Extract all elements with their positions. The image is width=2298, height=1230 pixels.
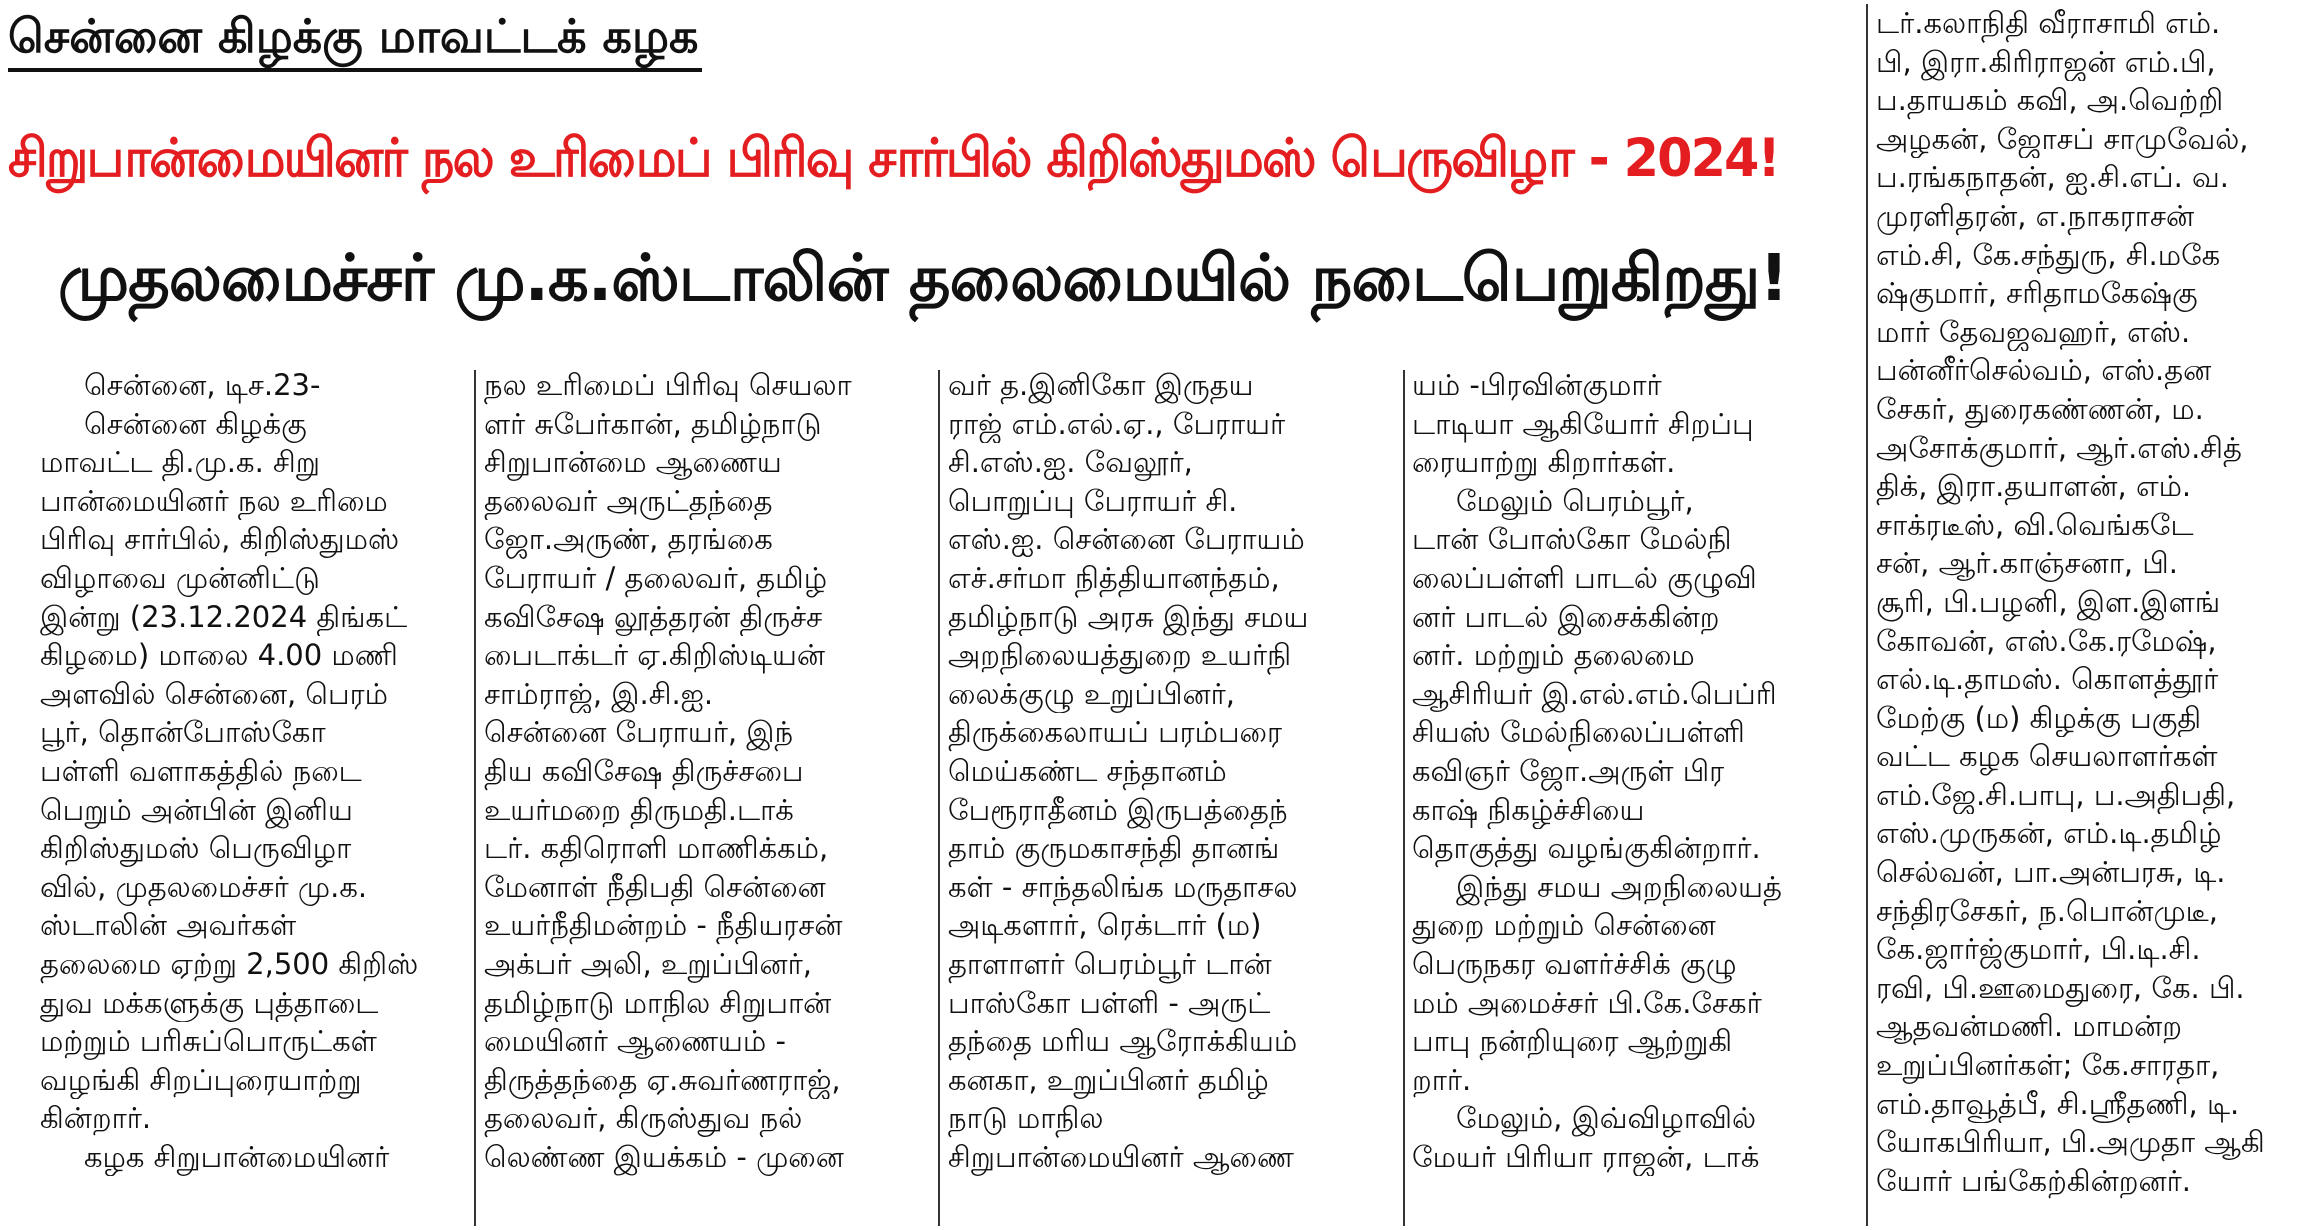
column-divider <box>1866 4 1868 1226</box>
article-line: காஷ் நிகழ்ச்சியை <box>1412 792 1645 827</box>
article-line: ப.ரங்கநாதன், ஐ.சி.எப். வ. <box>1876 160 2229 195</box>
article-line: பாபு நன்றியுரை ஆற்றுகி <box>1412 1024 1733 1059</box>
article-column-1 <box>40 366 465 1176</box>
article-line: எம்.ஜே.சி.பாபு, ப.அதிபதி, <box>1876 777 2236 812</box>
headline: சிறுபான்மையினர் நல உரிமைப் பிரிவு சார்பில் கிறிஸ்துமஸ் பெருவிழா - 2024! <box>8 128 1779 189</box>
article-line: திய கவிசேஷ திருச்சபை <box>484 753 804 788</box>
column-divider <box>1403 370 1405 1226</box>
article-line: மார் தேவஜவஹர், எஸ். <box>1876 314 2191 349</box>
article-line: பாஸ்கோ பள்ளி - அருட் <box>948 985 1271 1020</box>
article-line: மேலும் பெரம்பூர், <box>1456 483 1694 518</box>
article-line: வழங்கி சிறப்புரையாற்று <box>40 1062 362 1097</box>
article-line: திருத்தந்தை ஏ.சுவர்ணராஜ், <box>484 1062 841 1097</box>
article-line: சிறுபான்மையினர் ஆணை <box>948 1139 1294 1174</box>
article-line: பி, இரா.கிரிராஜன் எம்.பி, <box>1876 44 2216 79</box>
article-line: தலைவர் அருட்தந்தை <box>484 483 773 518</box>
article-line: பைடாக்டர் ஏ.கிறிஸ்டியன் <box>484 638 825 673</box>
article-line: மேலும், இவ்விழாவில் <box>1456 1101 1757 1136</box>
article-line: ஆதவன்மணி. மாமன்ற <box>1876 1009 2183 1044</box>
article-line: துறை மற்றும் சென்னை <box>1412 908 1716 943</box>
article-line: தாளாளர் பெரம்பூர் டான் <box>948 946 1272 981</box>
article-line: மேனாள் நீதிபதி சென்னை <box>484 869 826 904</box>
article-line: வில், முதலமைச்சர் மு.க. <box>40 869 368 904</box>
article-line: லெண்ண இயக்கம் - முனை <box>484 1139 844 1174</box>
article-line: துவ மக்களுக்கு புத்தாடை <box>40 985 379 1020</box>
column-divider <box>938 370 940 1226</box>
article-line: உயர்மறை திருமதி.டாக் <box>484 792 794 827</box>
article-line: அளவில் சென்னை, பெரம் <box>40 676 388 711</box>
article-line: மையினர் ஆணையம் - <box>484 1024 786 1059</box>
article-line: திக், இரா.தயாளன், எம். <box>1876 469 2192 504</box>
article-line: சியஸ் மேல்நிலைப்பள்ளி <box>1412 715 1745 750</box>
article-line: டர்.கலாநிதி வீராசாமி எம். <box>1876 6 2221 40</box>
article-line: அசோக்குமார், ஆர்.எஸ்.சித் <box>1876 430 2242 465</box>
article-line: னர் பாடல் இசைக்கின்ற <box>1412 599 1720 634</box>
article-column-2 <box>484 366 930 1176</box>
article-column-5 <box>1876 4 2294 1200</box>
article-line: தாம் குருமகாசந்தி தானங் <box>948 831 1280 866</box>
article-line: எம்.தாவூத்பீ, சி.ஸ்ரீதணி, டி. <box>1876 1086 2240 1121</box>
article-line: பூர், தொன்போஸ்கோ <box>40 715 326 750</box>
article-line: ப.தாயகம் கவி, அ.வெற்றி <box>1876 83 2224 118</box>
article-line: ராஜ் எம்.எல்.ஏ., பேராயர் <box>948 406 1286 441</box>
article-line: அடிகளார், ரெக்டார் (ம) <box>948 908 1262 943</box>
article-line: மம் அமைச்சர் பி.கே.சேகர் <box>1412 985 1762 1020</box>
article-line: எம்.சி, கே.சந்துரு, சி.மகே <box>1876 237 2221 272</box>
article-line: கள் - சாந்தலிங்க மருதாசல <box>948 869 1298 904</box>
article-line: லைப்பள்ளி பாடல் குழுவி <box>1412 560 1757 595</box>
article-line: சாம்ராஜ், இ.சி.ஐ. <box>484 676 714 711</box>
article-line: எல்.டி.தாமஸ். கொளத்தூர் <box>1876 662 2219 697</box>
article-line: நல உரிமைப் பிரிவு செயலா <box>484 368 852 402</box>
article-line: மற்றும் பரிசுப்பொருட்கள் <box>40 1024 377 1059</box>
article-line: விழாவை முன்னிட்டு <box>40 560 320 595</box>
article-line: பெறும் அன்பின் இனிய <box>40 792 353 827</box>
article-line: கவிசேஷ லூத்தரன் திருச்ச <box>484 599 823 634</box>
article-line: செல்வன், பா.அன்பரசு, டி. <box>1876 855 2226 890</box>
article-line: பேரூராதீனம் இருபத்தைந் <box>948 792 1288 827</box>
article-line: வர் த.இனிகோ இருதய <box>948 368 1254 402</box>
article-line: சன், ஆர்.காஞ்சனா, பி. <box>1876 546 2178 581</box>
article-line: மெய்கண்ட சந்தானம் <box>948 753 1227 788</box>
article-line: பன்னீர்செல்வம், எஸ்.தன <box>1876 353 2212 388</box>
subheadline: முதலமைச்சர் மு.க.ஸ்டாலின் தலைமையில் நடைபெறுகிறது! <box>58 242 1788 316</box>
article-line: சென்னை பேராயர், இந் <box>484 715 794 750</box>
article-line: கனகா, உறுப்பினர் தமிழ் <box>948 1062 1269 1097</box>
article-line: டர். கதிரொளி மாணிக்கம், <box>484 831 829 866</box>
article-line: பிரிவு சார்பில், கிறிஸ்துமஸ் <box>40 522 400 557</box>
article-line: கிழமை) மாலை 4.00 மணி <box>40 638 398 673</box>
article-line: இன்று (23.12.2024 திங்கட் <box>40 599 408 634</box>
article-column-4 <box>1412 366 1858 1176</box>
article-line: இந்து சமய அறநிலையத் <box>1456 869 1782 904</box>
article-line: அறநிலையத்துறை உயர்நி <box>948 638 1292 673</box>
article-line: நாடு மாநில <box>948 1101 1104 1136</box>
article-line: மேயர் பிரியா ராஜன், டாக் <box>1412 1139 1760 1174</box>
article-line: சி.எஸ்.ஐ. வேலூர், <box>948 445 1193 480</box>
article-line: பொறுப்பு பேராயர் சி. <box>948 483 1238 518</box>
article-line: ரையாற்று கிறார்கள். <box>1412 445 1676 480</box>
article-line: ஆசிரியர் இ.எல்.எம்.பெப்ரி <box>1412 676 1777 711</box>
article-line: திருக்கைலாயப் பரம்பரை <box>948 715 1282 750</box>
article-line: ளர் சுபேர்கான், தமிழ்நாடு <box>484 406 822 441</box>
article-line: கின்றார். <box>40 1101 152 1136</box>
article-line: சாக்ரடீஸ், வி.வெங்கடே <box>1876 507 2194 542</box>
article-line: சிறுபான்மை ஆணைய <box>484 445 782 480</box>
article-line: சென்னை கிழக்கு <box>84 406 307 441</box>
article-line: ஷ்குமார், சரிதாமகேஷ்கு <box>1876 276 2198 311</box>
article-line: பள்ளி வளாகத்தில் நடை <box>40 753 362 788</box>
section-label: சென்னை கிழக்கு மாவட்டக் கழக <box>8 4 702 72</box>
article-line: றார். <box>1412 1062 1472 1097</box>
article-line: மேற்கு (ம) கிழக்கு பகுதி <box>1876 700 2202 735</box>
article-line: சந்திரசேகர், ந.பொன்முடீ, <box>1876 893 2218 928</box>
article-line: தலைமை ஏற்று 2,500 கிறிஸ் <box>40 946 419 981</box>
article-line: தமிழ்நாடு மாநில சிறுபான் <box>484 985 832 1020</box>
article-line: யம் -பிரவின்குமார் <box>1412 368 1662 402</box>
article-line: அக்பர் அலி, உறுப்பினர், <box>484 946 813 981</box>
article-line: தந்தை மரிய ஆரோக்கியம் <box>948 1024 1298 1059</box>
article-line: சென்னை, டிச.23- <box>84 368 321 402</box>
article-line: பெருநகர வளர்ச்சிக் குழு <box>1412 946 1737 981</box>
article-line: பான்மையினர் நல உரிமை <box>40 483 388 518</box>
article-line: கழக சிறுபான்மையினர் <box>84 1139 390 1174</box>
article-line: எச்.சர்மா நித்தியானந்தம், <box>948 560 1280 595</box>
article-line: தலைவர், கிருஸ்துவ நல் <box>484 1101 803 1136</box>
article-line: பேராயர் / தலைவர், தமிழ் <box>484 560 828 595</box>
article-line: கோவன், எஸ்.கே.ரமேஷ், <box>1876 623 2217 658</box>
article-line: ஜோ.அருண், தரங்கை <box>484 522 773 557</box>
article-line: சேகர், துரைகண்ணன், ம. <box>1876 391 2204 426</box>
article-line: கே.ஜார்ஜ்குமார், பி.டி.சி. <box>1876 932 2201 967</box>
article-line: யோர் பங்கேற்கின்றனர். <box>1876 1163 2191 1198</box>
article-line: ரவி, பி.ஊமைதுரை, கே. பி. <box>1876 970 2245 1005</box>
column-divider <box>474 370 476 1226</box>
article-line: லைக்குழு உறுப்பினர், <box>948 676 1235 711</box>
article-line: மாவட்ட தி.மு.க. சிறு <box>40 445 320 480</box>
article-line: வட்ட கழக செயலாளர்கள் <box>1876 739 2218 774</box>
article-line: தமிழ்நாடு அரசு இந்து சமய <box>948 599 1309 634</box>
article-line: சூரி, பி.பழனி, இள.இளங் <box>1876 584 2221 619</box>
article-line: எஸ்.முருகன், எம்.டி.தமிழ் <box>1876 816 2222 851</box>
article-line: எஸ்.ஐ. சென்னை பேராயம் <box>948 522 1305 557</box>
article-line: கிறிஸ்துமஸ் பெருவிழா <box>40 831 352 866</box>
article-line: டான் போஸ்கோ மேல்நி <box>1412 522 1732 557</box>
article-line: உயர்நீதிமன்றம் - நீதியரசன் <box>484 908 843 943</box>
article-line: அழகன், ஜோசப் சாமுவேல், <box>1876 121 2249 156</box>
article-column-3 <box>948 366 1394 1176</box>
article-line: னர். மற்றும் தலைமை <box>1412 638 1695 673</box>
article-line: உறுப்பினர்கள்; கே.சாரதா, <box>1876 1048 2220 1083</box>
article-line: முரளிதரன், எ.நாகராசன் <box>1876 198 2195 233</box>
article-line: ஸ்டாலின் அவர்கள் <box>40 908 297 943</box>
article-line: டாடியா ஆகியோர் சிறப்பு <box>1412 406 1754 441</box>
article-line: தொகுத்து வழங்குகின்றார். <box>1412 831 1761 866</box>
article-line: கவிஞர் ஜோ.அருள் பிர <box>1412 753 1725 788</box>
article-line: யோகபிரியா, பி.அமுதா ஆகி <box>1876 1125 2265 1160</box>
